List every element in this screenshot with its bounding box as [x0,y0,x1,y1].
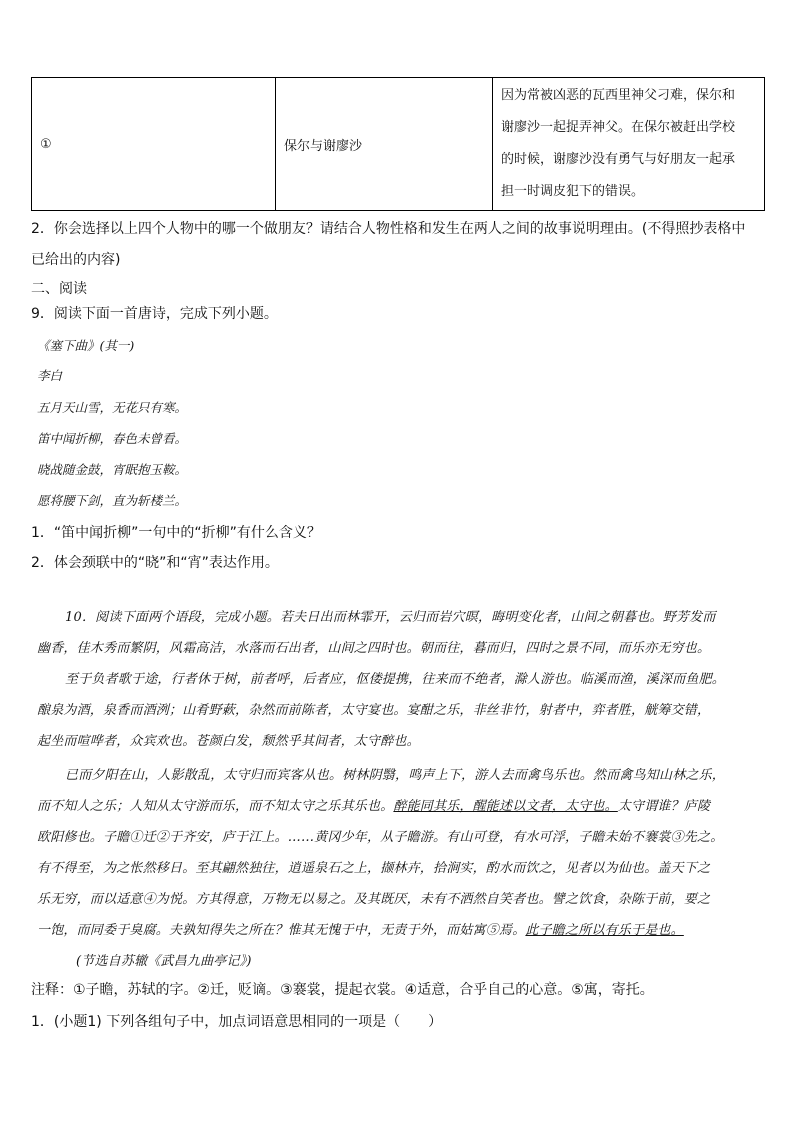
q10-line: 幽香，佳木秀而繁阴，风霜高洁，水落而石出者，山间之四时也。朝而往，暮而归，四时之景不同，而乐亦无穷也。 [37,641,711,656]
question-10-sub1: 1．(小题1) 下列各组句子中，加点词语意思相同的一项是（ ） [31,1014,443,1030]
q10-line: 酿泉为酒，泉香而酒洌；山肴野蔌，杂然而前陈者，太守宴也。宴酣之乐，非丝非竹，射者中，弈者胜，觥筹交错， [37,703,711,718]
q10-line: 已而夕阳在山，人影散乱，太守归而宾客从也。树林阴翳，鸣声上下，游人去而禽鸟乐也。然而禽鸟知山林之乐， [65,768,726,783]
question-9-sub1: 1．“笛中闻折柳”一句中的“折柳”有什么含义？ [31,525,321,541]
poem-line: 晓战随金鼓，宵眠抱玉鞍。 [37,462,188,477]
underlined-sentence: 醉能同其乐，醒能述以文者，太守也。 [393,799,618,814]
q10-line [37,795,710,814]
question-9-title: 9．阅读下面一首唐诗，完成下列小题。 [31,306,278,322]
q10-line: 有不得至，为之怅然移日。至其翩然独往，逍遥泉石之上，撷林卉，拾涧实，酌水而饮之，见者以为仙也。盖天下之 [37,861,711,876]
table-row [32,78,765,211]
poem-title: 《塞下曲》(其一) [37,338,135,353]
question-2-line2: 已给出的内容) [31,252,121,268]
q10-text: 而不知人之乐；人知从太守游而乐，而不知太守之乐其乐也。 [37,799,394,814]
question-2-line1: 2．你会选择以上四个人物中的哪一个做朋友？请结合人物性格和发生在两人之间的故事说明理由。(不得照抄表格中 [31,221,746,237]
character-names: 保尔与谢廖沙 [276,78,493,211]
q10-line [37,919,684,938]
annotation-notes: 注释：①子瞻，苏轼的字。②迁，贬谪。③褰裳，提起衣裳。④适意，合乎自己的心意。⑤寓，寄托。 [31,982,654,998]
passage-source: (节选自苏辙《武昌九曲亭记》) [76,954,252,969]
character-table [31,77,765,211]
section-heading-reading: 二、阅读 [31,281,87,297]
story-description [493,78,765,211]
q10-line: 起坐而喧哗者，众宾欢也。苍颜白发，颓然乎其间者，太守醉也。 [37,734,420,749]
poem-line: 愿将腰下剑，直为斩楼兰。 [37,493,188,508]
question-9-sub2: 2．体会颈联中的“晓”和“宵”表达作用。 [31,555,279,571]
q10-line: 乐无穷，而以适意④为悦。方其得意，万物无以易之。及其既厌，未有不洒然自笑者也。譬之饮食，杂陈于前，要之 [37,892,711,907]
desc-line: 因为常被凶恶的瓦西里神父刁难，保尔和 [501,88,736,103]
poem-author: 李白 [37,368,63,383]
row-number: ① [32,78,276,211]
q10-line: 欧阳修也。子瞻①迁②于齐安，庐于江上。……黄冈少年，从子瞻游。有山可登，有水可浮，子瞻未始不褰裳③先之。 [37,830,724,845]
desc-line: 的时候，谢廖沙没有勇气与好朋友一起承 [501,152,736,167]
q10-text: 太守谓谁？庐陵 [617,799,711,814]
poem-line: 笛中闻折柳，春色未曾看。 [37,431,188,446]
desc-line: 担一时调皮犯下的错误。 [501,184,645,199]
underlined-sentence: 此子瞻之所以有乐于是也。 [525,923,684,938]
poem-line: 五月天山雪，无花只有寒。 [37,400,188,415]
desc-line: 谢廖沙一起捉弄神父。在保尔被赶出学校 [501,120,736,135]
q10-text: 一饱，而同委于臭腐。夫孰知得失之所在？惟其无愧于中，无责于外，而姑寓⑤焉。 [37,923,526,938]
q10-line: 至于负者歌于途，行者休于树，前者呼，后者应，伛偻提携，往来而不绝者，滁人游也。临溪而渔，溪深而鱼肥。 [65,672,726,687]
q10-line: 10．阅读下面两个语段，完成小题。若夫日出而林霏开，云归而岩穴暝，晦明变化者，山间之朝暮也。野芳发而 [65,610,716,625]
